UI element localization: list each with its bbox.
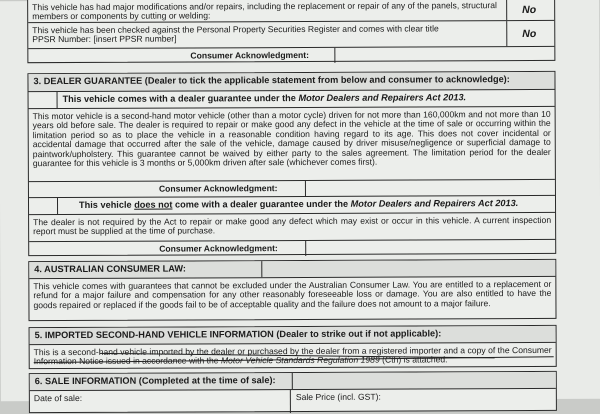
consumer-ack-label: Consumer Acknowledgment: [159,243,278,254]
ppsr-number[interactable]: PPSR Number: [insert PPSR number] [32,33,177,45]
vehicle-info-block [27,0,555,63]
no-guarantee-option-text: This vehicle does not come with a dealer guarantee under the Motor Dealers and Repairers Act 2013. [78,198,519,210]
modifications-row [28,0,554,22]
consumer-ack-label: Consumer Acknowledgment: [190,49,309,61]
consumer-law-section [28,259,556,321]
imported-vehicle-section [29,325,557,369]
guarantee-body-row [29,106,555,181]
act-name: Motor Dealers and Repairers Act 2013. [298,92,467,104]
modifications-answer[interactable]: No [522,3,537,17]
ppsr-row [28,20,554,48]
modifications-question: This vehicle has had major modifications and/or repairs, including the replacement or repair of any of the panels, structural members or components by cutting or welding: [32,0,497,22]
sale-info-section [29,371,557,413]
no-guarantee-body-text: The dealer is not required by the Act to repair or make good any defect which may exist or occur in this vehicle. A current inspection report must be supplied at the time of purchase. [33,214,552,237]
ack-row-2 [29,239,555,257]
section-4-title: 4. AUSTRALIAN CONSUMER LAW: [34,263,186,275]
ppsr-question: This vehicle has been checked against the Personal Property Securities Register and comes with clear title [32,23,439,36]
date-of-sale-label: Date of sale: [33,392,83,404]
section-4-body-row [29,276,555,322]
section-3-title: 3. DEALER GUARANTEE (Dealer to tick the applicable statement from below and consumer to acknowledge): [33,74,510,87]
section-5-title: 5. IMPORTED SECOND-HAND VEHICLE INFORMATION (Dealer to strike out if not applicable): [34,328,442,341]
consumer-ack-label: Consumer Acknowledgment: [158,183,278,194]
guarantee-body-text: This motor vehicle is a second-hand motor vehicle (other than a motor cycle) driven for not more than 160,000km and not more than 10 years old before sale. The dealer is required to repair or make good any defect in the vehicle at the time of sale or occurring within the limitation period so as to place the vehicle in a reasonable condition having regard to its age. This does not cover incidental or accidental damage that occurred after the sale of the vehicle, damage caused by driver misuse/negligence or superficial damage to paintwork/upholstery. This guarantee cannot be waived by either party to the sales agreement. The limitation period for the dealer guarantee for this vehicle is 3 months or 5,000km driven after sale (whichever comes first). [32,108,551,169]
dealer-guarantee-section [27,71,556,256]
guarantee-option-text: This vehicle comes with a dealer guarantee under the Motor Dealers and Repairers Act 2013. [62,92,467,105]
does-not-text: does not [134,199,173,210]
act-name: Motor Dealers and Repairers Act 2013. [350,198,519,209]
sale-details-row [30,388,556,414]
imported-vehicle-text: This is a second-hand vehicle imported by the dealer or purchased by the dealer from a registered importer and a copy of the Consumer Information Notice issued in accordance with the Motor Vehicle Standards Regulation 1989 (Cth) is attached. [33,344,552,367]
no-guarantee-body-row [29,212,555,241]
section-5-body-row [30,342,556,370]
ppsr-answer[interactable]: No [522,27,537,41]
sale-price-label: Sale Price (incl. GST): [295,391,381,403]
consumer-law-text: This vehicle comes with guarantees that cannot be excluded under the Australian Consumer Law. You are entitled to a replacement or refund for a major failure and compensation for any other reasonably foreseeable loss or damage. You are also entitled to have the goods repaired or replaced if the goods fail to be of acceptable quality and the failure does not amount to a major failure. [33,278,552,310]
ack-row-top [28,46,554,64]
section-6-title: 6. SALE INFORMATION (Completed at the time of sale): [34,375,276,387]
